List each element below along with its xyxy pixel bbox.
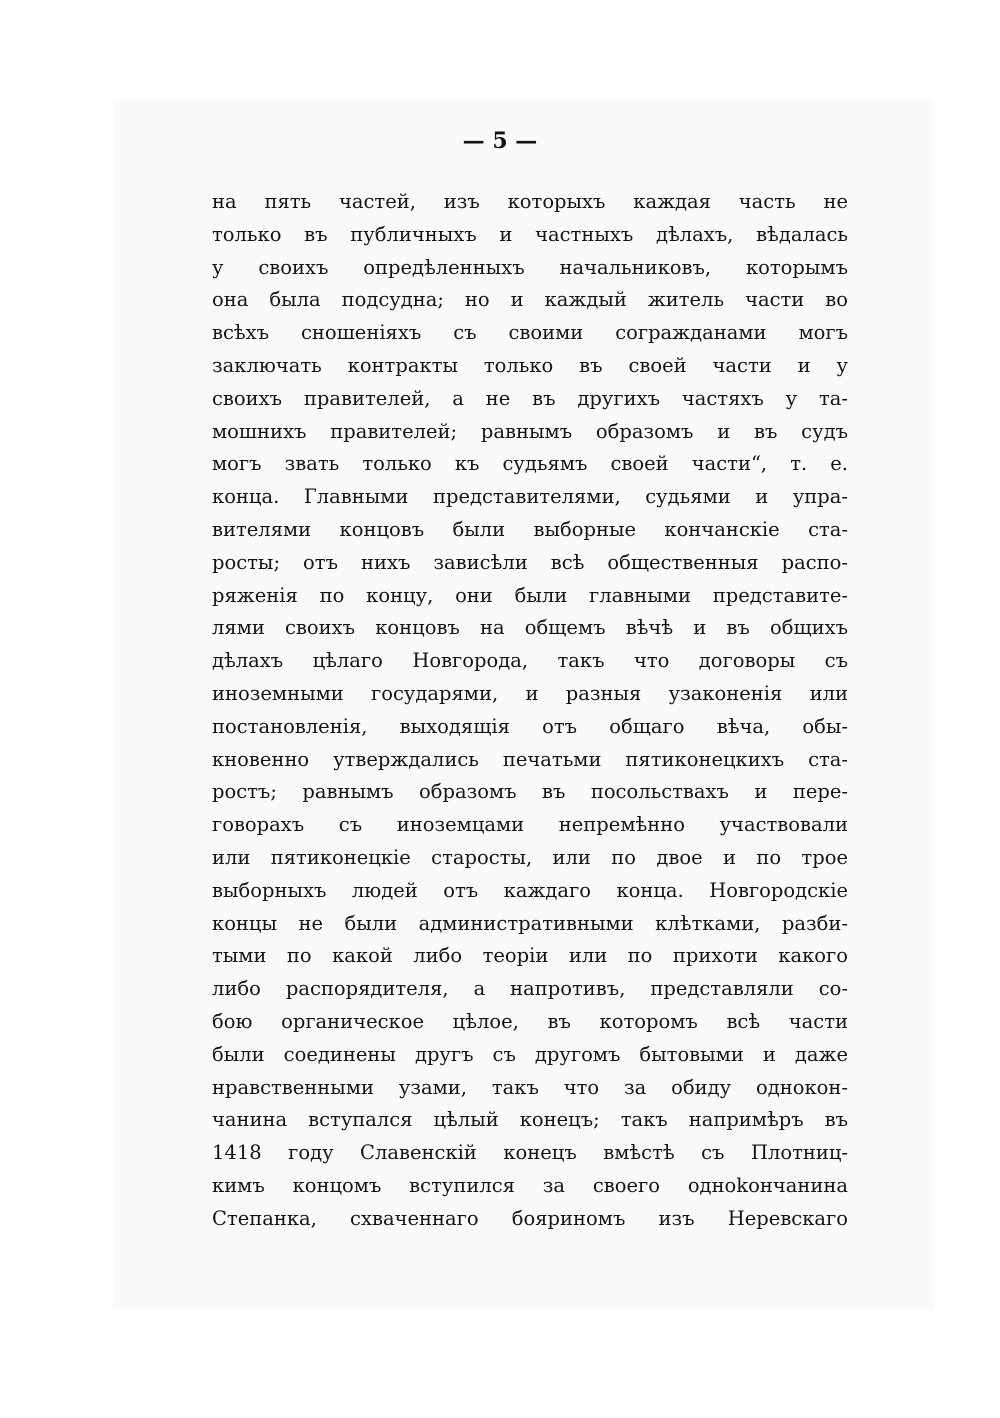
text-line: тыми по какой либо теоріи или по прихоти какого [212,944,848,968]
text-line: были соединены другъ съ другомъ бытовыми и даже [212,1042,848,1066]
text-line: она была подсудна; но и каждый житель части во [212,288,848,312]
text-line: 1418 году Славенскій конецъ вмѣстѣ съ Плотниц- [212,1141,848,1165]
text-line: заключать контракты только въ своей части и у [212,353,848,377]
text-line: говорахъ съ иноземцами непремѣнно участвовали [212,813,848,837]
text-line: всѣхъ сношеніяхъ съ своими согражданами могъ [212,321,848,345]
text-line: росты; отъ нихъ зависѣли всѣ общественныя распо- [212,550,848,574]
body-text [212,186,848,1236]
text-line: или пятиконецкіе старосты, или по двое и по трое [212,845,848,869]
text-line: только въ публичныхъ и частныхъ дѣлахъ, вѣдалась [212,222,848,246]
text-line: лями своихъ концовъ на общемъ вѣчѣ и въ общихъ [212,616,848,640]
text-line: вителями концовъ были выборные кончанскіе ста- [212,517,848,541]
text-line: могъ звать только къ судьямъ своей части“, т. е. [212,452,848,476]
text-line: дѣлахъ цѣлаго Новгорода, такъ что договоры съ [212,649,848,673]
text-line: кимъ концомъ вступился за своего одноkончанина [212,1173,848,1197]
page-number: — 5 — [462,128,538,154]
text-line: ростъ; равнымъ образомъ въ посольствахъ и пере- [212,780,848,804]
text-line: нравственными узами, такъ что за обиду однокон- [212,1075,848,1099]
text-line: постановленія, выходящія отъ общаго вѣча, обы- [212,714,848,738]
text-line: своихъ правителей, а не въ другихъ частяхъ у та- [212,386,848,410]
text-line: кновенно утверждались печатьми пятиконецкихъ ста- [212,747,848,771]
text-line: концы не были административными клѣтками, разби- [212,911,848,935]
text-line: чанина вступался цѣлый конецъ; такъ напримѣръ въ [212,1108,848,1132]
text-line: ряженія по концу, они были главными представите- [212,583,848,607]
text-line: Степанка, схваченнаго бояриномъ изъ Неревскаго [212,1206,848,1230]
text-line: бою органическое цѣлое, въ которомъ всѣ части [212,1009,848,1033]
text-line: у своихъ опредѣленныхъ начальниковъ, которымъ [212,255,848,279]
text-line: мошнихъ правителей; равнымъ образомъ и въ судъ [212,419,848,443]
text-line: конца. Главными представителями, судьями и упра- [212,485,848,509]
text-line: либо распорядителя, а напротивъ, представляли со- [212,977,848,1001]
text-line: на пять частей, изъ которыхъ каждая часть не [212,190,848,213]
text-line: выборныхъ людей отъ каждаго конца. Новгородскіе [212,878,848,902]
text-line: иноземными государями, и разныя узаконенія или [212,681,848,705]
